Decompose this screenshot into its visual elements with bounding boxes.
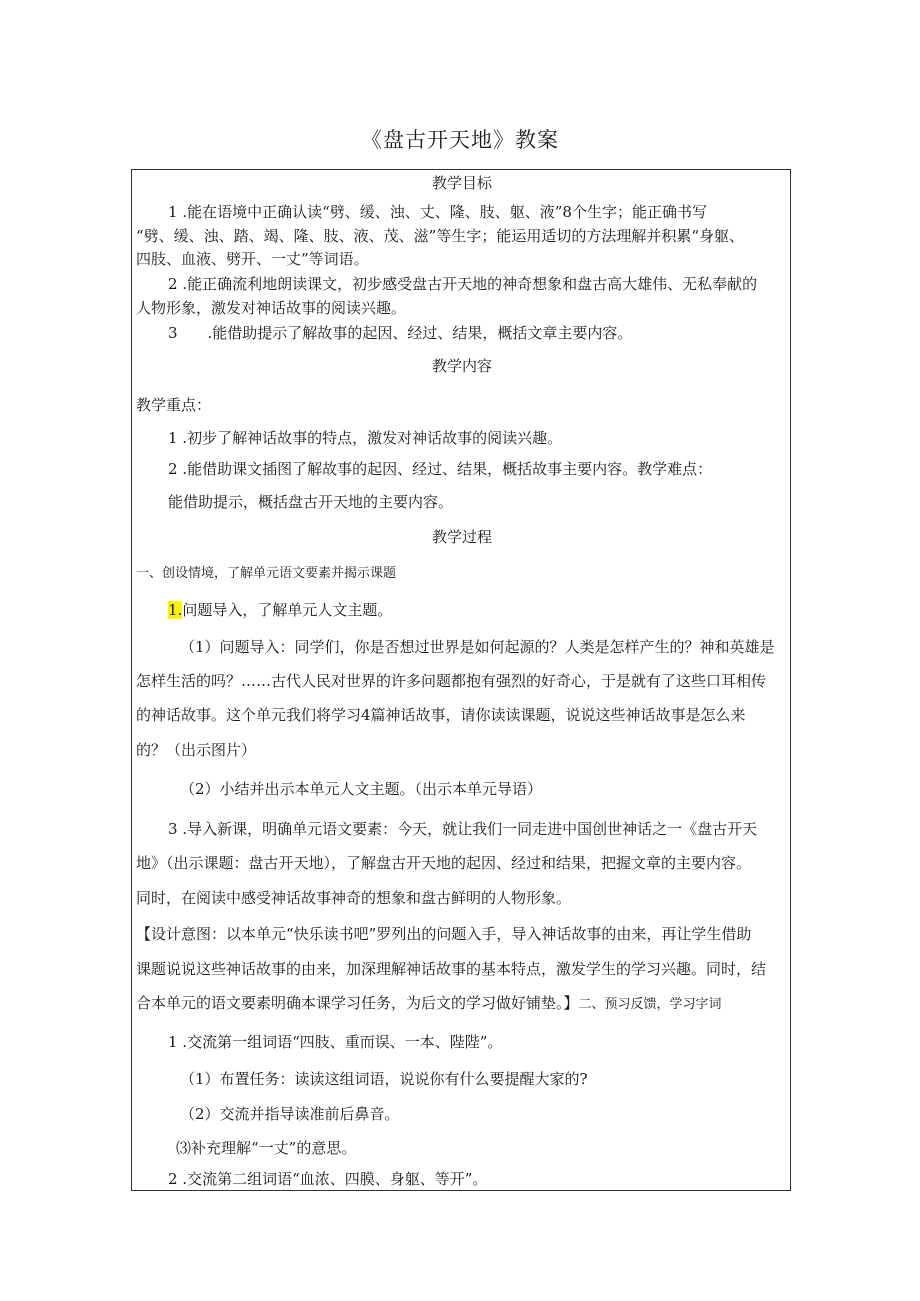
word-group-2: 2 .交流第二组词语“血浓、四膜、身躯、等开”。	[168, 1170, 488, 1188]
word-group-1: 1 .交流第一组词语“四肢、重而误、一本、陛陛”。	[168, 1033, 503, 1051]
design-intent-end: 合本单元的语文要素明确本课学习任务，为后文的学习做好铺垫。】	[136, 994, 579, 1012]
paragraph-3-line-2: 地》（出示课题：盘古开天地），了解盘古开天地的起因、经过和结果，把握文章的主要内容。	[136, 854, 752, 872]
word-group-1-task-b: （2）交流并指导读准前后鼻音。	[180, 1105, 400, 1123]
key-point-2: 2 .能借助课文插图了解故事的起因、经过、结果，概括故事主要内容。教学难点：	[168, 460, 713, 478]
word-group-1-task-a: （1）布置任务：读读这组词语，说说你有什么要提醒大家的?	[180, 1070, 588, 1088]
paragraph-1-line-2: 怎样生活的吗？……古代人民对世界的许多问题都抱有强烈的好奇心，于是就有了这些口耳相传	[136, 672, 767, 690]
step-1-heading: 一、创设情境，了解单元语文要素并揭示课题	[136, 566, 397, 581]
process-heading: 教学过程	[431, 528, 492, 546]
step-2-heading: 二、预习反馈，学习字词	[578, 997, 722, 1012]
word-group-1-task-c: ⑶补充理解“一丈”的意思。	[176, 1139, 357, 1157]
paragraph-1-line-3: 的神话故事。这个单元我们将学习4篇神话故事，请你读读课题，说说这些神话故事是怎么来	[136, 706, 746, 724]
goal-2-line-1: 2 .能正确流利地朗读课文，初步感受盘古开天地的神奇想象和盘古高大雄伟、无私奉献的	[168, 275, 758, 293]
paragraph-3-line-3: 同时，在阅读中感受神话故事神奇的想象和盘古鲜明的人物形象。	[136, 889, 572, 907]
goal-1-line-3: 四肢、血液、劈开、一丈”等词语。	[136, 250, 369, 268]
highlighted-number: 1.	[168, 601, 183, 619]
paragraph-2: （2）小结并出示本单元人文主题。（出示本单元导语）	[180, 780, 543, 798]
difficulty: 能借助提示，概括盘古开天地的主要内容。	[168, 493, 454, 511]
paragraph-3-line-1: 3 .导入新课，明确单元语文要素：今天，就让我们一同走进中国创世神话之一《盘古开天	[168, 820, 758, 838]
paragraph-1-line-4: 的？（出示图片）	[136, 741, 257, 759]
goal-3: 3 .能借助提示了解故事的起因、经过、结果，概括文章主要内容。	[168, 324, 633, 342]
design-intent-line-1: 【设计意图：以本单元“快乐读书吧”罗列出的问题入手，导入神话故事的由来，再让学生借助	[136, 925, 752, 943]
design-intent-line-3	[136, 993, 722, 1015]
step-1-1	[168, 600, 392, 620]
goal-1-line-1: 1 .能在语境中正确认读“劈、缓、浊、丈、隆、肢、躯、液”8个生字；能正确书写	[168, 203, 707, 221]
goal-1-line-2: “劈、缓、浊、踏、竭、隆、肢、液、茂、滋”等生字；能运用适切的方法理解并积累“身躯、	[136, 227, 745, 245]
key-points-label: 教学重点：	[136, 396, 212, 414]
paragraph-1-line-1: （1）问题导入：同学们，你是否想过世界是如何起源的？人类是怎样产生的？神和英雄是	[180, 638, 775, 656]
goal-2-line-2: 人物形象，激发对神话故事的阅读兴趣。	[136, 299, 407, 317]
page-title: 《盘古开天地》教案	[361, 128, 559, 152]
key-point-1: 1 .初步了解神话故事的特点，激发对神话故事的阅读兴趣。	[168, 429, 563, 447]
goals-heading: 教学目标	[431, 174, 492, 192]
content-heading: 教学内容	[431, 357, 492, 375]
step-1-1-text: 问题导入，了解单元人文主题。	[182, 601, 393, 619]
design-intent-line-2: 课题说说这些神话故事的由来，加深理解神话故事的基本特点，激发学生的学习兴趣。同时，结	[136, 960, 767, 978]
lesson-plan-table	[131, 169, 791, 1191]
